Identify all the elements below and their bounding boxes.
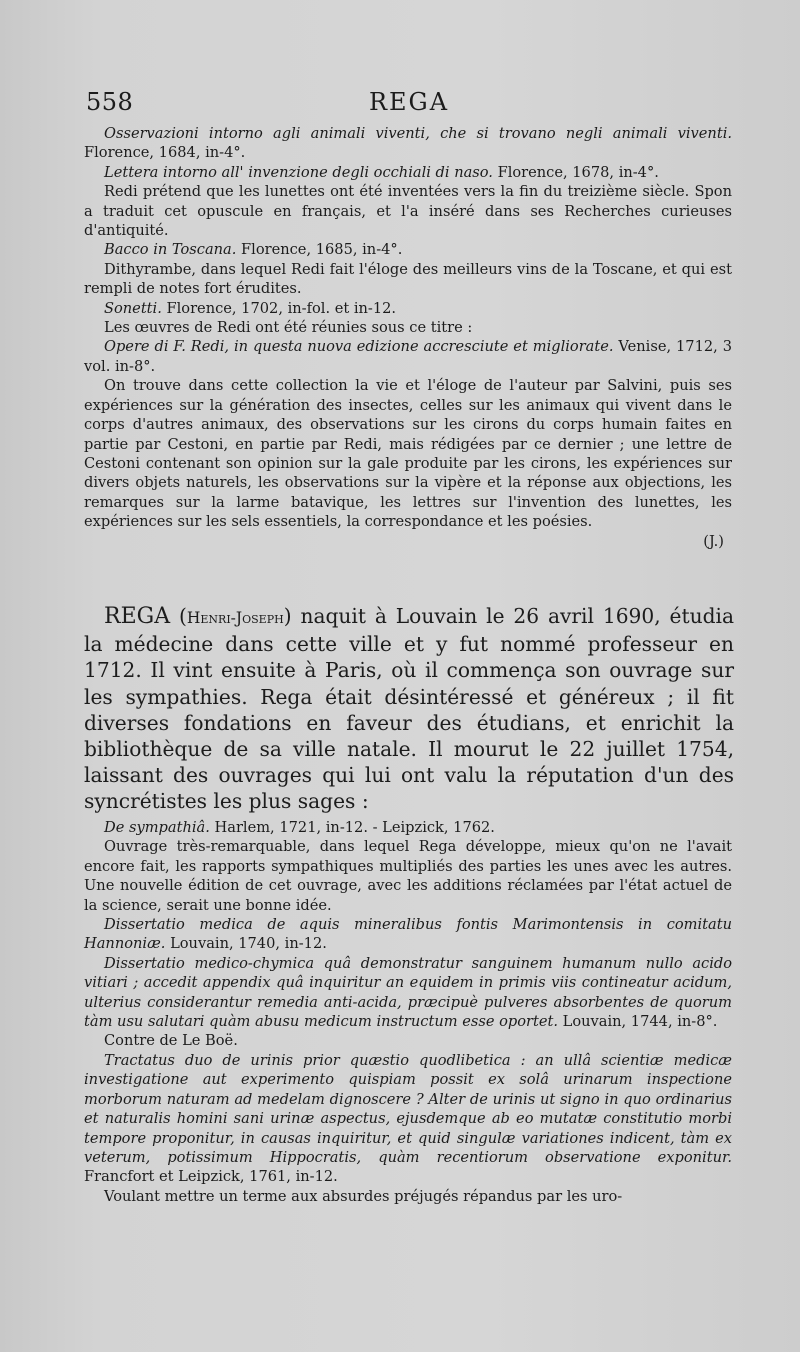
entry-chymica xyxy=(84,954,732,1032)
entry-imprint: Louvain, 1744, in-8°. xyxy=(558,1013,718,1031)
note-lettera: Redi prétend que les lunettes ont été inventées vers la fin du treizième siècle. Spon a traduit cet opuscule en français, et l'a inséré dans ses Recherches curieuses d'antiquité. xyxy=(84,183,732,240)
entry-sympathia xyxy=(84,818,732,837)
entry-sonetti xyxy=(84,299,732,318)
entry-bacco xyxy=(84,240,732,259)
entry-title: Lettera intorno all' invenzione degli occhiali di naso. xyxy=(104,163,493,181)
author-mark: (J.) xyxy=(703,532,724,550)
rega-bio: REGA (Henri-Joseph) naquit à Louvain le 26 avril 1690, étudia la médecine dans cette ville et y fut nommé professeur en 1712. Il vint ensuite à Paris, où il commença son ouvrage sur les sympathies. Rega était désintéressé et généreux ; il fit diverses fondations en faveur des étudians, et enrichit la bibliothèque de sa ville natale. Il mourut le 22 juillet 1754, laissant des ouvrages qui lui ont valu la réputation d'un des syncrétistes les plus sages : xyxy=(84,604,734,814)
entry-title: Dissertatio medica de aquis mineralibus fontis Marimontensis in comitatu Hannoniæ. xyxy=(84,916,732,953)
article-bio-text: ) naquit à Louvain le 26 avril 1690, étudia la médecine dans cette ville et y fut nommé professeur en 1712. Il vint ensuite à Paris, où il commença son ouvrage sur les sympathies. Rega était désintéressé et généreux ; il fit diverses fondations en faveur des étudians, et enrichit la bibliothèque de sa ville natale. Il mourut le 22 juillet 1754, laissant des ouvrages qui lui ont valu la réputation d'un des syncrétistes les plus sages : xyxy=(84,604,734,814)
entry-imprint: Harlem, 1721, in-12. - Leipzick, 1762. xyxy=(209,819,495,836)
entry-title: De sympathiâ. xyxy=(104,819,210,836)
entry-title: Sonetti. xyxy=(104,299,162,317)
entry-title: Opere di F. Redi, in questa nuova edizione accresciute et migliorate. xyxy=(104,338,614,356)
entry-contre: Contre de Le Boë. xyxy=(104,1032,238,1050)
entry-imprint: Florence, 1678, in-4°. xyxy=(492,163,659,181)
article-forename: Henri-Joseph xyxy=(186,609,284,627)
note-sympathia: Ouvrage très-remarquable, dans lequel Rega développe, mieux qu'on ne l'avait encore fait, les rapports sympathiques multipliés des parties les unes avec les autres. Une nouvelle édition de cet ouvrage, avec les additions réclamées par l'état actuel de la science, serait une bonne idée. xyxy=(84,838,732,914)
entry-imprint: Florence, 1684, in-4°. xyxy=(84,144,246,162)
collected-intro: Les œuvres de Redi ont été réunies sous ce titre : xyxy=(104,319,473,337)
note-opere: On trouve dans cette collection la vie et l'éloge de l'auteur par Salvini, puis ses expériences sur la génération des insectes, celles sur les animaux qui vivent dans le corps d'autres animaux, des observations sur les cirons du corps humain faites en partie par Cestoni, en partie par Redi, mais rédigées par ce dernier ; une lettre de Cestoni contenant son opinion sur la gale produite par les cirons, les expériences sur divers objets naturels, les observations sur la vipère et la réponse aux objections, les remarques sur la larme batavique, les lettres sur l'invention des lunettes, les expériences sur les sels essentiels, la correspondance et les poésies. xyxy=(84,377,732,531)
entry-imprint: Francfort et Leipzick, 1761, in-12. xyxy=(84,1168,338,1186)
closing-line: Voulant mettre un terme aux absurdes préjugés répandus par les uro- xyxy=(104,1187,623,1205)
entry-imprint: Florence, 1702, in-fol. et in-12. xyxy=(161,299,397,317)
entry-lettera xyxy=(84,163,732,182)
running-head: REGA xyxy=(368,88,450,116)
entry-title: Dissertatio medico-chymica quâ demonstratur sanguinem humanum nullo acido vitiari ; accedit appendix quâ inquiritur an equidem in primis viis contineatur acidum, ulterius considerantur remedia anti-acida, præcipuè pulveres absorbentes de quorum tàm usu salutari quàm abusu medicum instructum esse oportet. xyxy=(84,954,732,1031)
entry-imprint: Florence, 1685, in-4°. xyxy=(236,241,403,259)
entry-aquis xyxy=(84,915,732,954)
page-header xyxy=(86,88,732,122)
page-number: 558 xyxy=(86,88,134,116)
entry-title: Tractatus duo de urinis prior quæstio quodlibetica : an ullâ scientiæ medicæ investigatione aut experimento quispiam possit ex solâ urinarum inspectione morborum naturam ad medelam dignoscere ? Alter de urinis ut signo in quo ordinarius et naturalis homini sani urinæ aspectus, ejusdemque ab eo mutatæ constitutio morbi tempore proponitur, in causas inquiritur, et quid singulæ variationes indicent, tàm ex veterum, potissimum Hippocratis, quàm recentiorum observatione exponitur. xyxy=(84,1051,732,1166)
entry-title: Bacco in Toscana. xyxy=(104,241,237,259)
entry-imprint: Venise, 1712, 3 vol. in-8°. xyxy=(84,338,732,375)
rega-article xyxy=(84,603,734,815)
entry-osservazioni xyxy=(84,124,732,163)
entry-title: Osservazioni intorno agli animali viventi, che si trovano negli animali viventi. xyxy=(104,125,732,142)
note-bacco: Dithyrambe, dans lequel Redi fait l'éloge des meilleurs vins de la Toscane, et qui est rempli de notes fort érudites. xyxy=(84,260,732,298)
entry-tractatus xyxy=(84,1051,732,1187)
article-name: REGA xyxy=(104,604,171,629)
redi-bibliography xyxy=(84,124,732,551)
entry-imprint: Louvain, 1740, in-12. xyxy=(165,935,327,953)
rega-works xyxy=(84,818,732,1206)
entry-opere xyxy=(84,337,732,376)
